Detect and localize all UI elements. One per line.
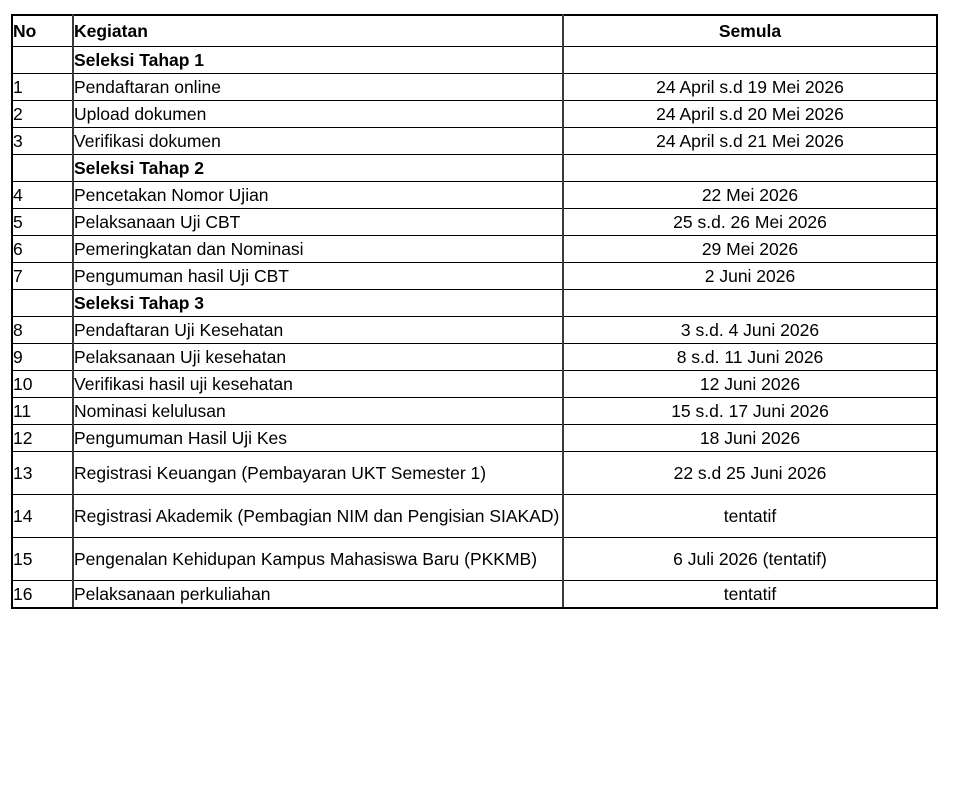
- cell-kegiatan: Pemeringkatan dan Nominasi: [73, 236, 563, 263]
- cell-no: 13: [12, 452, 73, 495]
- cell-section-title: Seleksi Tahap 3: [73, 290, 563, 317]
- table-row: [12, 74, 937, 101]
- table-section-row: [12, 290, 937, 317]
- cell-semula: 12 Juni 2026: [563, 371, 937, 398]
- cell-section-title: Seleksi Tahap 1: [73, 47, 563, 74]
- cell-no: 12: [12, 425, 73, 452]
- cell-semula: tentatif: [563, 495, 937, 538]
- cell-kegiatan: Pelaksanaan Uji CBT: [73, 209, 563, 236]
- table-row: [12, 398, 937, 425]
- cell-no: 15: [12, 538, 73, 581]
- cell-kegiatan: Pendaftaran Uji Kesehatan: [73, 317, 563, 344]
- cell-semula: 2 Juni 2026: [563, 263, 937, 290]
- table-header: [12, 15, 937, 47]
- cell-semula: [563, 290, 937, 317]
- table-row: [12, 452, 937, 495]
- cell-no: [12, 155, 73, 182]
- cell-semula: 24 April s.d 20 Mei 2026: [563, 101, 937, 128]
- cell-no: 11: [12, 398, 73, 425]
- table-header-row: [12, 15, 937, 47]
- clipped-heading-fragment: [0, 0, 955, 6]
- cell-semula: 24 April s.d 21 Mei 2026: [563, 128, 937, 155]
- cell-kegiatan: Pengumuman Hasil Uji Kes: [73, 425, 563, 452]
- table-row: [12, 495, 937, 538]
- cell-kegiatan: Pencetakan Nomor Ujian: [73, 182, 563, 209]
- cell-kegiatan: Pelaksanaan Uji kesehatan: [73, 344, 563, 371]
- cell-semula: [563, 155, 937, 182]
- cell-no: 8: [12, 317, 73, 344]
- table-row: [12, 182, 937, 209]
- table-row: [12, 581, 937, 609]
- cell-kegiatan: Registrasi Keuangan (Pembayaran UKT Semester 1): [73, 452, 563, 495]
- cell-kegiatan: Verifikasi hasil uji kesehatan: [73, 371, 563, 398]
- cell-no: 5: [12, 209, 73, 236]
- cell-semula: 22 Mei 2026: [563, 182, 937, 209]
- cell-kegiatan: Pendaftaran online: [73, 74, 563, 101]
- cell-semula: 6 Juli 2026 (tentatif): [563, 538, 937, 581]
- cell-no: 2: [12, 101, 73, 128]
- table-row: [12, 344, 937, 371]
- cell-kegiatan: Upload dokumen: [73, 101, 563, 128]
- cell-section-title: Seleksi Tahap 2: [73, 155, 563, 182]
- table-row: [12, 371, 937, 398]
- table-row: [12, 425, 937, 452]
- cell-no: [12, 47, 73, 74]
- table-section-row: [12, 47, 937, 74]
- cell-semula: 18 Juni 2026: [563, 425, 937, 452]
- cell-semula: 29 Mei 2026: [563, 236, 937, 263]
- cell-no: 16: [12, 581, 73, 609]
- table-body: [12, 47, 937, 609]
- cell-semula: 8 s.d. 11 Juni 2026: [563, 344, 937, 371]
- cell-no: [12, 290, 73, 317]
- table-row: [12, 263, 937, 290]
- cell-no: 3: [12, 128, 73, 155]
- column-header-semula: Semula: [563, 15, 937, 47]
- cell-kegiatan: Verifikasi dokumen: [73, 128, 563, 155]
- cell-kegiatan: Registrasi Akademik (Pembagian NIM dan Pengisian SIAKAD): [73, 495, 563, 538]
- cell-semula: 22 s.d 25 Juni 2026: [563, 452, 937, 495]
- cell-no: 1: [12, 74, 73, 101]
- schedule-table: [11, 14, 938, 609]
- table-row: [12, 317, 937, 344]
- cell-kegiatan: Nominasi kelulusan: [73, 398, 563, 425]
- cell-kegiatan: Pengenalan Kehidupan Kampus Mahasiswa Baru (PKKMB): [73, 538, 563, 581]
- cell-kegiatan: Pelaksanaan perkuliahan: [73, 581, 563, 609]
- schedule-table-container: [11, 14, 936, 609]
- cell-kegiatan: Pengumuman hasil Uji CBT: [73, 263, 563, 290]
- table-row: [12, 128, 937, 155]
- cell-no: 10: [12, 371, 73, 398]
- cell-no: 4: [12, 182, 73, 209]
- cell-semula: [563, 47, 937, 74]
- table-section-row: [12, 155, 937, 182]
- table-row: [12, 209, 937, 236]
- cell-semula: 25 s.d. 26 Mei 2026: [563, 209, 937, 236]
- column-header-kegiatan: Kegiatan: [73, 15, 563, 47]
- cell-no: 7: [12, 263, 73, 290]
- cell-semula: 15 s.d. 17 Juni 2026: [563, 398, 937, 425]
- cell-no: 14: [12, 495, 73, 538]
- column-header-no: No: [12, 15, 73, 47]
- cell-no: 6: [12, 236, 73, 263]
- table-row: [12, 236, 937, 263]
- table-row: [12, 101, 937, 128]
- cell-no: 9: [12, 344, 73, 371]
- cell-semula: 3 s.d. 4 Juni 2026: [563, 317, 937, 344]
- cell-semula: tentatif: [563, 581, 937, 609]
- table-row: [12, 538, 937, 581]
- cell-semula: 24 April s.d 19 Mei 2026: [563, 74, 937, 101]
